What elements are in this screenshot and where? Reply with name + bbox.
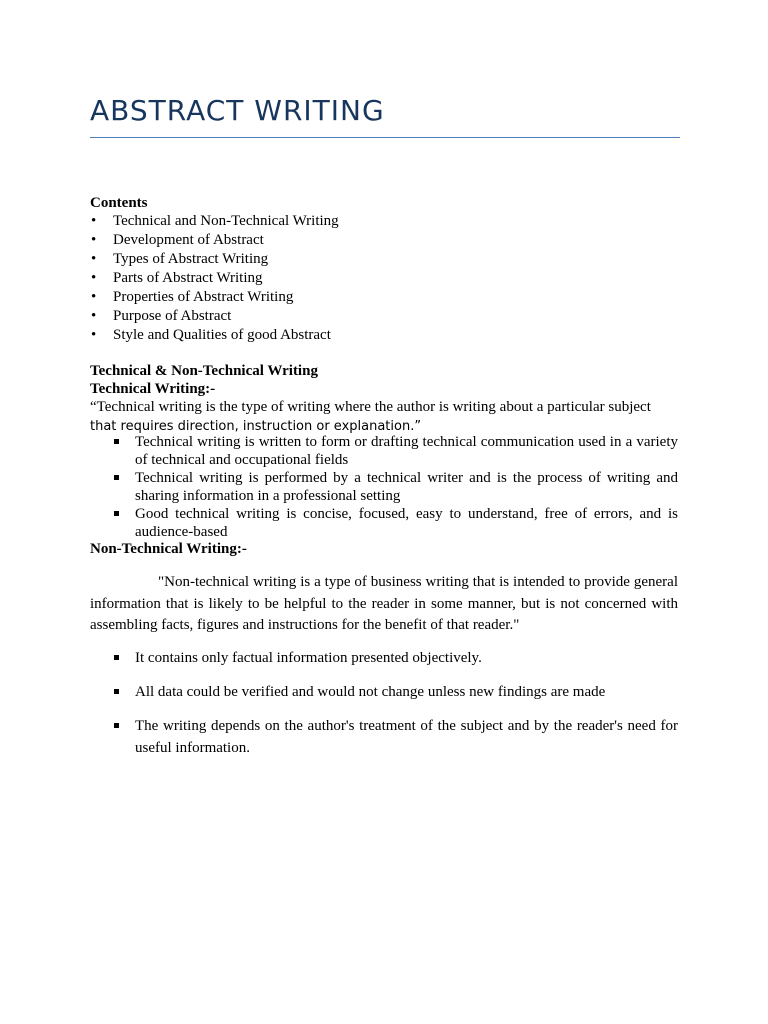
bullet-icon: • xyxy=(91,251,97,267)
contents-item: • Parts of Abstract Writing xyxy=(91,270,263,286)
contents-item: • Style and Qualities of good Abstract xyxy=(91,327,331,343)
definition-line-1: “Technical writing is the type of writing where the author is writing about a particular subject xyxy=(90,399,651,415)
non-technical-points-list xyxy=(90,648,678,772)
square-bullet-icon xyxy=(114,511,119,516)
list-item: Technical writing is written to form or drafting technical communication used in a variety of technical and occupational fields xyxy=(90,433,678,469)
contents-item: • Purpose of Abstract xyxy=(91,308,232,324)
section-heading: Technical & Non-Technical Writing xyxy=(90,363,318,379)
contents-heading: Contents xyxy=(90,195,148,211)
square-bullet-icon xyxy=(114,655,119,660)
bullet-icon: • xyxy=(91,289,97,305)
contents-item: • Types of Abstract Writing xyxy=(91,251,269,267)
contents-item: • Development of Abstract xyxy=(91,232,264,248)
bullet-icon: • xyxy=(91,232,97,248)
bullet-icon: • xyxy=(91,213,97,229)
square-bullet-icon xyxy=(114,439,119,444)
definition-line-2: that requires direction, instruction or explanation.” xyxy=(90,419,422,434)
document-title: ABSTRACT WRITING xyxy=(90,94,385,127)
contents-item: • Properties of Abstract Writing xyxy=(91,289,294,305)
non-technical-writing-heading: Non-Technical Writing:- xyxy=(90,541,247,557)
technical-points-list xyxy=(90,433,678,541)
list-item: Technical writing is performed by a technical writer and is the process of writing and sharing information in a professional setting xyxy=(90,469,678,505)
technical-writing-definition xyxy=(90,398,678,436)
technical-writing-heading: Technical Writing:- xyxy=(90,381,216,397)
contents-item: • Technical and Non-Technical Writing xyxy=(91,213,339,229)
square-bullet-icon xyxy=(114,689,119,694)
title-underline xyxy=(90,137,680,138)
bullet-icon: • xyxy=(91,270,97,286)
contents-list xyxy=(90,212,678,345)
bullet-icon: • xyxy=(91,327,97,343)
list-item: Good technical writing is concise, focused, easy to understand, free of errors, and is audience-based xyxy=(90,505,678,541)
list-item: All data could be verified and would not change unless new findings are made xyxy=(90,682,678,704)
list-item: It contains only factual information presented objectively. xyxy=(90,648,678,670)
non-technical-definition: "Non-technical writing is a type of business writing that is intended to provide general information that is likely to be helpful to the reader in some manner, but is not concerned with assembling facts, figures and instructions for the benefit of that reader." xyxy=(90,574,678,633)
bullet-icon: • xyxy=(91,308,97,324)
list-item: The writing depends on the author's treatment of the subject and by the reader's need for useful information. xyxy=(90,716,678,759)
square-bullet-icon xyxy=(114,475,119,480)
square-bullet-icon xyxy=(114,723,119,728)
